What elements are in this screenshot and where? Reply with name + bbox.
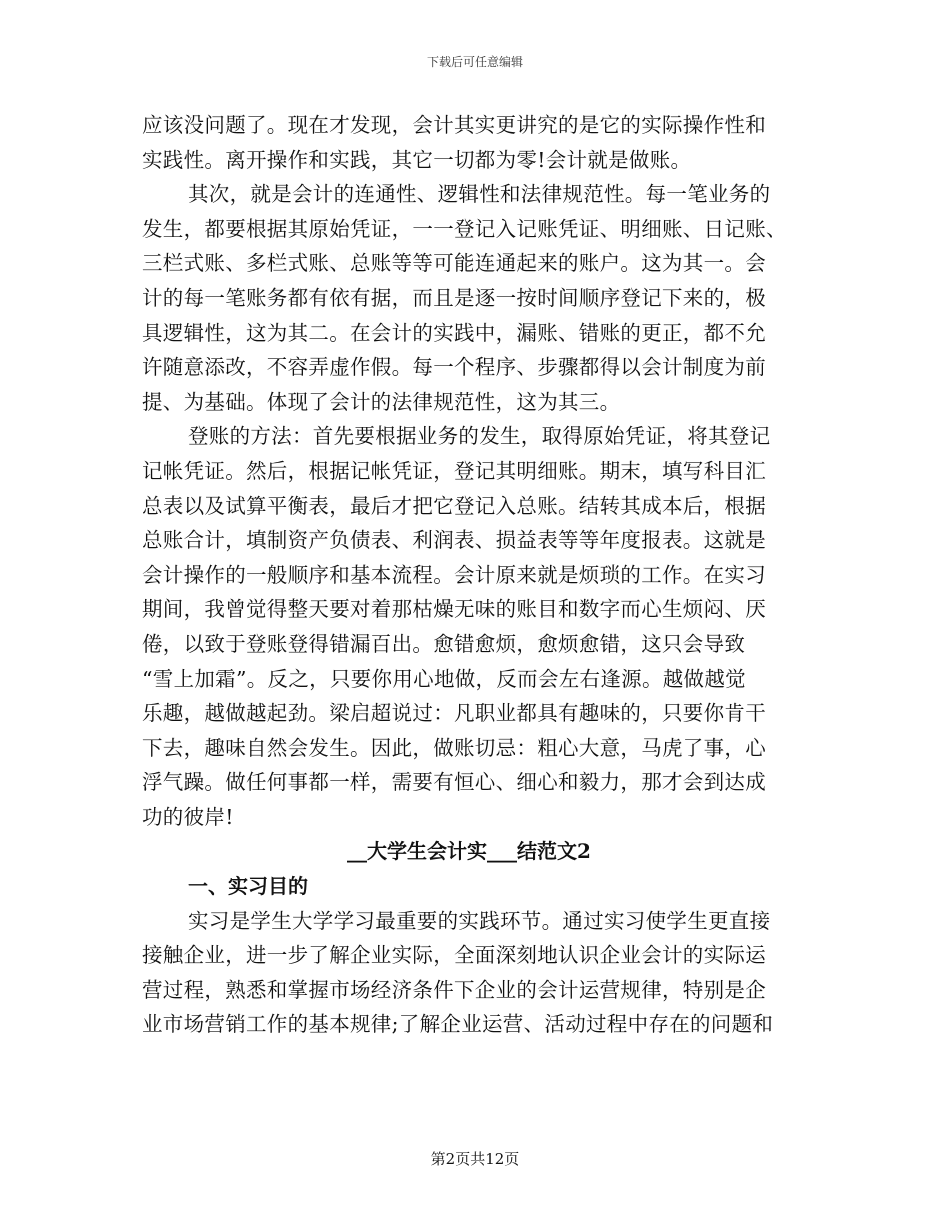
text-line: 实习是学生大学学习最重要的实践环节。通过实习使学生更直接 [188, 908, 771, 933]
text-line: 期间，我曾觉得整天要对着那枯燥无味的账目和数字而心生烦闷、厌 [142, 597, 766, 622]
text-line: 业市场营销工作的基本规律;了解企业运营、活动过程中存在的问题和 [142, 1012, 774, 1037]
text-line: 接触企业，进一步了解企业实际，全面深刻地认识企业会计的实际运 [142, 943, 766, 968]
text-line: 功的彼岸! [142, 804, 234, 829]
text-line: 提、为基础。体现了会计的法律规范性，这为其三。 [142, 389, 621, 414]
text-line: 浮气躁。做任何事都一样，需要有恒心、细心和毅力，那才会到达成 [142, 770, 766, 795]
subheading: 一、实习目的 [188, 874, 308, 899]
text-line: 发生，都要根据其原始凭证，一一登记入记账凭证、明细账、日记账、 [142, 216, 787, 241]
document-body [142, 108, 796, 1042]
text-line: 实践性。离开操作和实践，其它一切都为零!会计就是做账。 [142, 147, 692, 172]
text-line: 许随意添改，不容弄虚作假。每一个程序、步骤都得以会计制度为前 [142, 355, 766, 380]
text-line: 应该没问题了。现在才发现，会计其实更讲究的是它的实际操作性和 [142, 113, 766, 137]
page-header: 下载后可任意编辑 [426, 55, 523, 69]
text-line: 倦，以致于登账登得错漏百出。愈错愈烦，愈烦愈错，这只会导致 [142, 631, 746, 656]
text-line: 登账的方法：首先要根据业务的发生，取得原始凭证，将其登记 [188, 424, 771, 449]
text-line: 记帐凭证。然后，根据记帐凭证，登记其明细账。期末，填写科目汇 [142, 458, 766, 483]
section-title: __大学生会计实___结范文2 [347, 839, 591, 864]
text-line: 总表以及试算平衡表，最后才把它登记入总账。结转其成本后，根据 [142, 493, 766, 518]
text-line: “雪上加霜”。反之，只要你用心地做，反而会左右逢源。越做越觉 [142, 666, 746, 691]
text-line: 具逻辑性，这为其二。在会计的实践中，漏账、错账的更正，都不允 [142, 320, 766, 345]
text-line: 计的每一笔账务都有依有据，而且是逐一按时间顺序登记下来的，极 [142, 285, 766, 310]
text-line: 总账合计，填制资产负债表、利润表、损益表等等年度报表。这就是 [142, 528, 766, 553]
text-line: 其次，就是会计的连通性、逻辑性和法律规范性。每一笔业务的 [188, 182, 771, 207]
text-line: 营过程，熟悉和掌握市场经济条件下企业的会计运营规律，特别是企 [142, 977, 766, 1002]
text-line: 三栏式账、多栏式账、总账等等可能连通起来的账户。这为其一。会 [142, 251, 766, 276]
text-line: 下去，趣味自然会发生。因此，做账切忌：粗心大意，马虎了事，心 [142, 735, 766, 760]
text-line: 乐趣，越做越起劲。梁启超说过：凡职业都具有趣味的，只要你肯干 [142, 701, 766, 726]
page-number: 第2页共12页 [430, 1150, 520, 1168]
text-line: 会计操作的一般顺序和基本流程。会计原来就是烦琐的工作。在实习 [142, 562, 766, 587]
